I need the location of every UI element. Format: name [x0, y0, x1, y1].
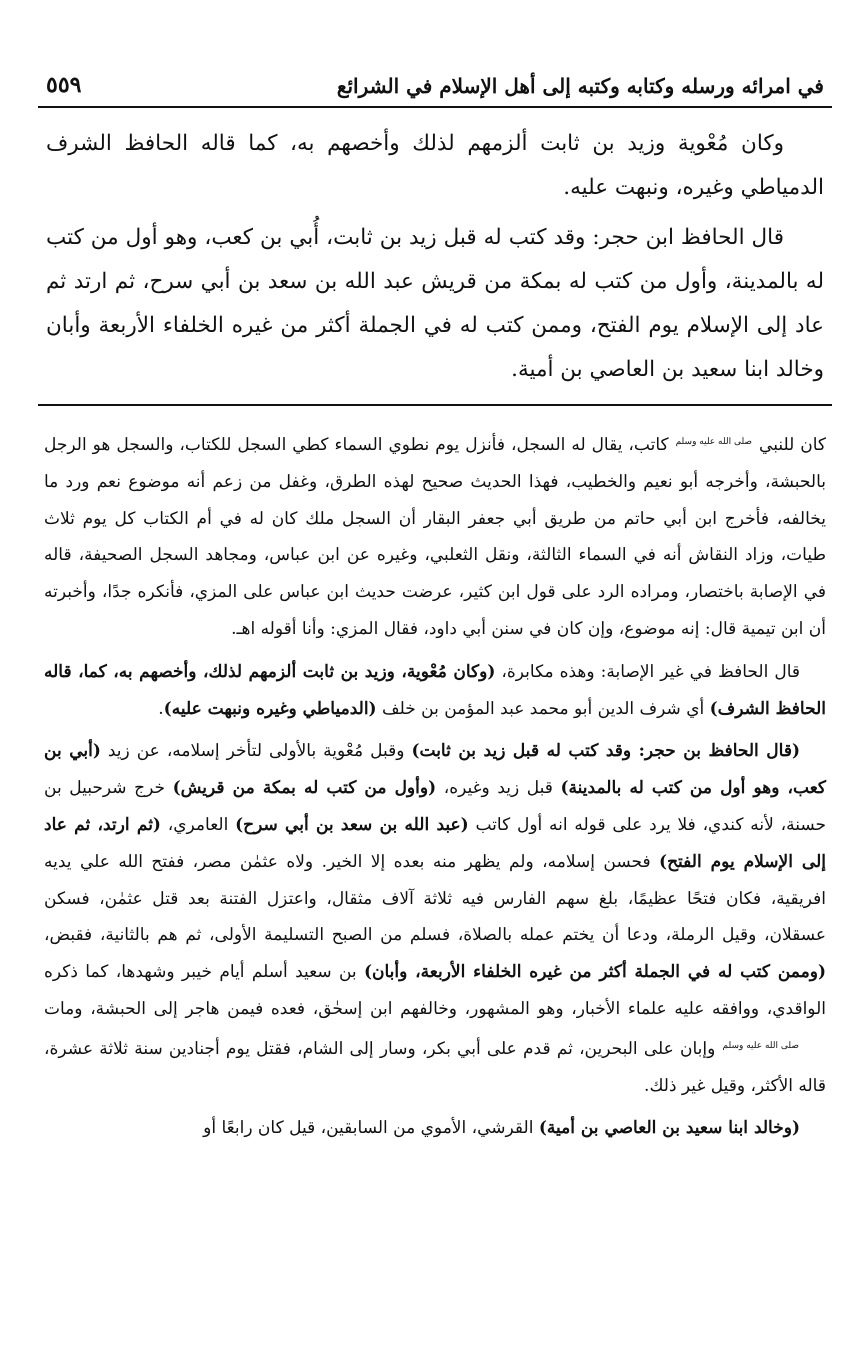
quoted-matn: (ثم ارتد، ثم عاد إلى الإسلام يوم الفتح) — [44, 814, 826, 872]
commentary-text-run: خرج شرحبيل بن حسنة، لأنه كندي، فلا يرد على قوله انه أول كاتب — [44, 778, 827, 835]
sallallahu-ligature: صلى الله عليه وسلم — [675, 437, 753, 447]
commentary-text — [38, 406, 832, 1147]
main-paragraph: وكان مُعْوية وزيد بن ثابت ألزمهم لذلك وأخصهم به، كما قاله الحافظ الشرف الدمياطي وغيره، ونبهت عليه. — [46, 131, 824, 200]
commentary-text-run: بن سعيد أسلم أيام خيبر وشهدها، كما ذكره الواقدي، ووافقه عليه علماء الأخبار، وهو المشهور، وخالفهم ابن إسحٰق، فعده فيمن هاجر إلى الحبشة، ومات — [44, 962, 826, 1019]
commentary-paragraph — [44, 424, 826, 648]
quoted-matn: (وممن كتب له في الجملة أكثر من غيره الخلفاء الأربعة، وأبان) — [363, 962, 826, 983]
quoted-matn: (قال الحافظ بن حجر: وقد كتب له قبل زيد بن ثابت) — [411, 741, 800, 762]
commentary-text-run: قال الحافظ في غير الإصابة: وهذه مكابرة، — [495, 661, 800, 682]
sallallahu-ligature: صلى الله عليه وسلم — [722, 1040, 799, 1051]
commentary-paragraph — [44, 733, 826, 1104]
commentary-text-run: قبل زيد وغيره، — [436, 778, 561, 799]
page-number: ٥٥٩ — [46, 72, 82, 98]
commentary-text-run: وقبل مُعْوية بالأولى لتأخر إسلامه، عن زيد — [100, 741, 412, 762]
running-header — [38, 52, 832, 108]
commentary-text-run: فحسن إسلامه، ولم يظهر منه بعده إلا الخير. ولاه عثمٰن مصر، ففتح الله علي يديه افريقية، فكان فتحًا عظيمًا، بلغ سهم الفارس فيه ثلاثة آلاف مثقال، واعتزل الفتنة بعد قتل عثمٰن، فسكن عسقلان، وقيل الرملة، ودعا أن يختم عمله بالصلاة، فسلم من الصبح التسليمة الأولى، ثم هم بالثانية، فقبض، — [44, 851, 826, 946]
quoted-matn: (وخالد ابنا سعيد بن العاصي بن أمية) — [538, 1118, 800, 1139]
commentary-text-run: . — [158, 698, 164, 719]
commentary-text-run: وإبان على البحرين، ثم قدم على أبي بكر، وسار إلى الشام، فقتل يوم أجنادين سنة ثلاثة عشرة، قاله الأكثر، وقيل غير ذلك. — [44, 1038, 826, 1096]
commentary-text-run: كاتب، يقال له السجل، فأنزل يوم نطوي السماء كطي السجل للكتاب، والسجل هو الرجل بالحبشة، وأخرجه أبو نعيم والخطيب، فهذا الحديث صحيح لهذه الطرق، وغفل من زعم أنه موضوع نعم ورد ما يخالفه، فأخرج ابن أبي حاتم من طريق أبي جعفر البقار أن السجل ملك كان له في أم الكتاب كل يوم ثلاث طيات، وزاد النقاش أنه في السماء الثالثة، ونقل الثعلبي، وغيره عن ابن عباس، ومجاهد السجل الصحيفة، قاله في الإصابة باختصار، ومراده الرد على قول ابن كثير، عرضت حديث ابن عباس على المزي، فأنكره جدًا، وأخبرته أن ابن تيمية قال: إنه موضوع، وإن كان في سنن أبي داود، فقال المزي: وأنا أقوله اهـ. — [44, 435, 826, 639]
commentary-text-run: القرشي، الأموي من السابقين، قيل كان رابعًا أو — [203, 1118, 539, 1139]
main-text — [38, 108, 832, 392]
quoted-matn: (عبد الله بن سعد بن أبي سرح) — [235, 814, 469, 835]
quoted-matn: (وأول من كتب له بمكة من قريش) — [172, 778, 437, 799]
quoted-matn: (وكان مُعْوية، وزيد بن ثابت ألزمهم لذلك، وأخصهم به، كما، قاله الحافظ الشرف) — [44, 661, 826, 719]
commentary-paragraph — [44, 654, 826, 728]
commentary-text-run: العامري، — [160, 814, 236, 835]
main-paragraph: قال الحافظ ابن حجر: وقد كتب له قبل زيد بن ثابت، أُبي بن كعب، وهو أول من كتب له بالمدينة، وأول من كتب له بمكة من قريش عبد الله بن سعد بن أبي سرح، ثم ارتد ثم عاد إلى الإسلام يوم الفتح، وممن كتب له في الجملة أكثر من غيره الخلفاء الأربعة وأبان وخالد ابنا سعيد بن العاصي بن أمية. — [46, 225, 824, 382]
quoted-matn: (أبي بن كعب، وهو أول من كتب له بالمدينة) — [44, 741, 827, 799]
commentary-text-run: كان للنبي — [753, 435, 826, 455]
commentary-paragraph — [44, 1110, 826, 1147]
commentary-text-run: أي شرف الدين أبو محمد عبد المؤمن بن خلف — [376, 698, 710, 719]
header-title: في امرائه ورسله وكتابه وكتبه إلى أهل الإسلام في الشرائع — [336, 74, 824, 98]
quoted-matn: (الدمياطي وغيره ونبهت عليه) — [163, 698, 377, 719]
